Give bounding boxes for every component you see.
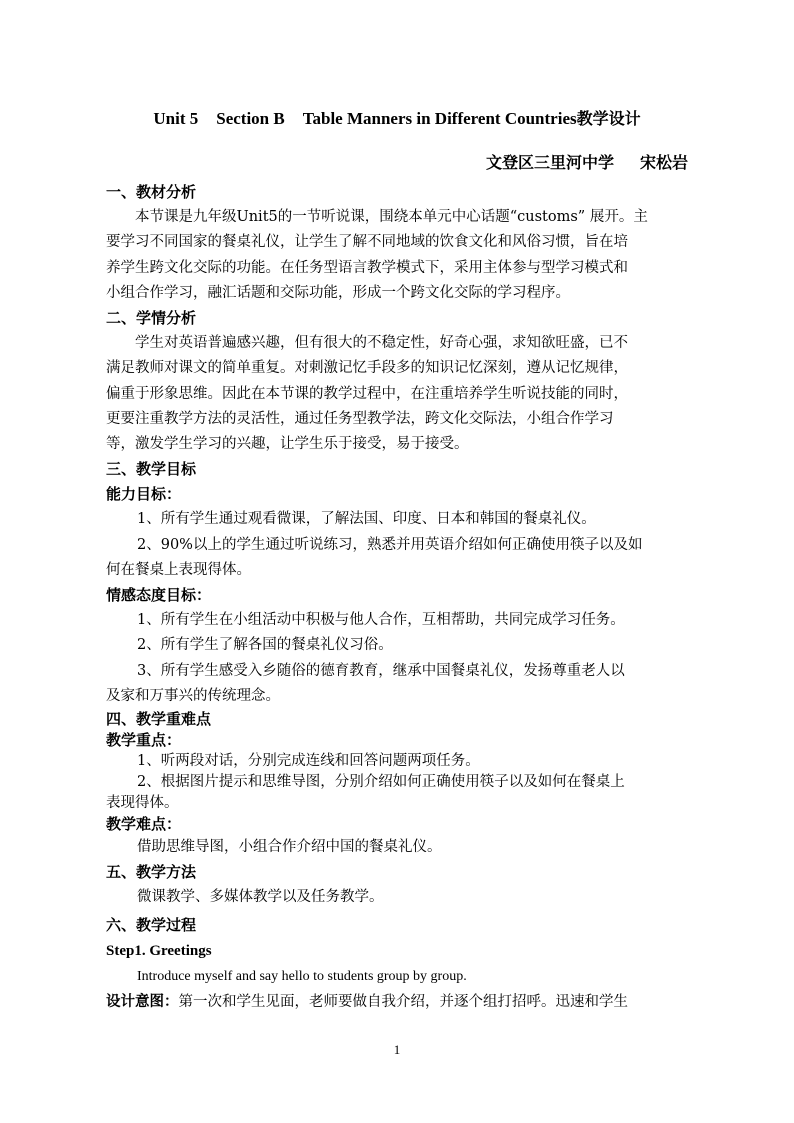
list-item: 2、90%以上的学生通过听说练习，熟悉并用英语介绍如何正确使用筷子以及如 xyxy=(137,536,643,553)
subheading-affective-objectives: 情感态度目标： xyxy=(106,586,212,604)
heading-teaching-objectives: 三、教学目标 xyxy=(106,460,197,479)
paragraph-line: 微课教学、多媒体教学以及任务教学。 xyxy=(137,889,384,906)
list-item: 2、所有学生了解各国的餐桌礼仪习俗。 xyxy=(137,637,393,654)
paragraph-line: 学生对英语普遍感兴趣，但有很大的不稳定性，好奇心强，求知欲旺盛，已不 xyxy=(135,335,628,352)
author-name: 宋松岩 xyxy=(639,153,688,172)
heading-teaching-process: 六、教学过程 xyxy=(106,915,197,934)
design-intent-label: 设计意图： xyxy=(106,992,179,1010)
design-intent-line xyxy=(106,989,688,1014)
heading-textbook-analysis: 一、教材分析 xyxy=(106,183,197,201)
list-item: 3、所有学生感受入乡随俗的德育教育，继承中国餐桌礼仪，发扬尊重老人以 xyxy=(137,662,625,679)
paragraph-line: 借助思维导图，小组合作介绍中国的餐桌礼仪。 xyxy=(137,838,442,855)
paragraph-line: 等，激发学生学习的兴趣，让学生乐于接受，易于接受。 xyxy=(106,435,469,452)
title-suffix: 教学设计 xyxy=(576,109,641,128)
paragraph-line: 偏重于形象思维。因此在本节课的教学过程中，在注重培养学生听说技能的同时， xyxy=(106,385,628,402)
document-body xyxy=(106,180,688,1014)
title-unit: Unit 5 xyxy=(153,109,199,128)
subheading-ability-objectives: 能力目标： xyxy=(106,485,182,504)
paragraph-line: 更要注重教学方法的灵活性，通过任务型教学法，跨文化交际法，小组合作学习 xyxy=(106,410,614,427)
subheading-difficult-points: 教学难点： xyxy=(106,814,182,833)
paragraph-line: 小组合作学习，融汇话题和交际功能，形成一个跨文化交际的学习程序。 xyxy=(106,284,570,301)
step-heading: Step1. Greetings xyxy=(106,942,212,959)
list-item-continuation: 何在餐桌上表现得体。 xyxy=(106,561,251,578)
author-school: 文登区三里河中学 xyxy=(485,153,614,172)
paragraph-line: 要学习不同国家的餐桌礼仪，让学生了解不同地域的饮食文化和风俗习惯，旨在培 xyxy=(106,234,628,251)
document-title xyxy=(0,106,794,129)
list-item-continuation: 表现得体。 xyxy=(106,794,179,811)
list-item: 1、听两段对话，分别完成连线和回答问题两项任务。 xyxy=(137,752,480,769)
list-item: 1、所有学生通过观看微课，了解法国、印度、日本和韩国的餐桌礼仪。 xyxy=(137,511,596,528)
paragraph-line: 养学生跨文化交际的功能。在任务型语言教学模式下，采用主体参与型学习模式和 xyxy=(106,259,628,276)
heading-teaching-methods: 五、教学方法 xyxy=(106,863,197,882)
list-item-continuation: 及家和万事兴的传统理念。 xyxy=(106,687,280,704)
list-item: 2、根据图片提示和思维导图，分别介绍如何正确使用筷子以及如何在餐桌上 xyxy=(137,773,625,790)
design-intent-text: 第一次和学生见面，老师要做自我介绍，并逐个组打招呼。迅速和学生 xyxy=(178,993,628,1010)
title-topic: Table Manners in Different Countries xyxy=(302,109,577,128)
heading-learner-analysis: 二、学情分析 xyxy=(106,308,197,327)
subheading-key-points: 教学重点： xyxy=(106,730,182,749)
page-number: 1 xyxy=(393,1042,401,1057)
paragraph-line: 满足教师对课文的简单重复。对刺激记忆手段多的知识记忆深刻，遵从记忆规律， xyxy=(106,360,628,377)
list-item: 1、所有学生在小组活动中积极与他人合作，互相帮助，共同完成学习任务。 xyxy=(137,612,625,629)
heading-key-difficult-points: 四、教学重难点 xyxy=(106,709,212,728)
paragraph-line: 本节课是九年级Unit5的一节听说课，围绕本单元中心话题“customs” 展开。主 xyxy=(135,209,648,226)
step-instruction: Introduce myself and say hello to students group by group. xyxy=(137,968,467,984)
title-section: Section B xyxy=(216,109,285,128)
author-line xyxy=(486,150,688,173)
